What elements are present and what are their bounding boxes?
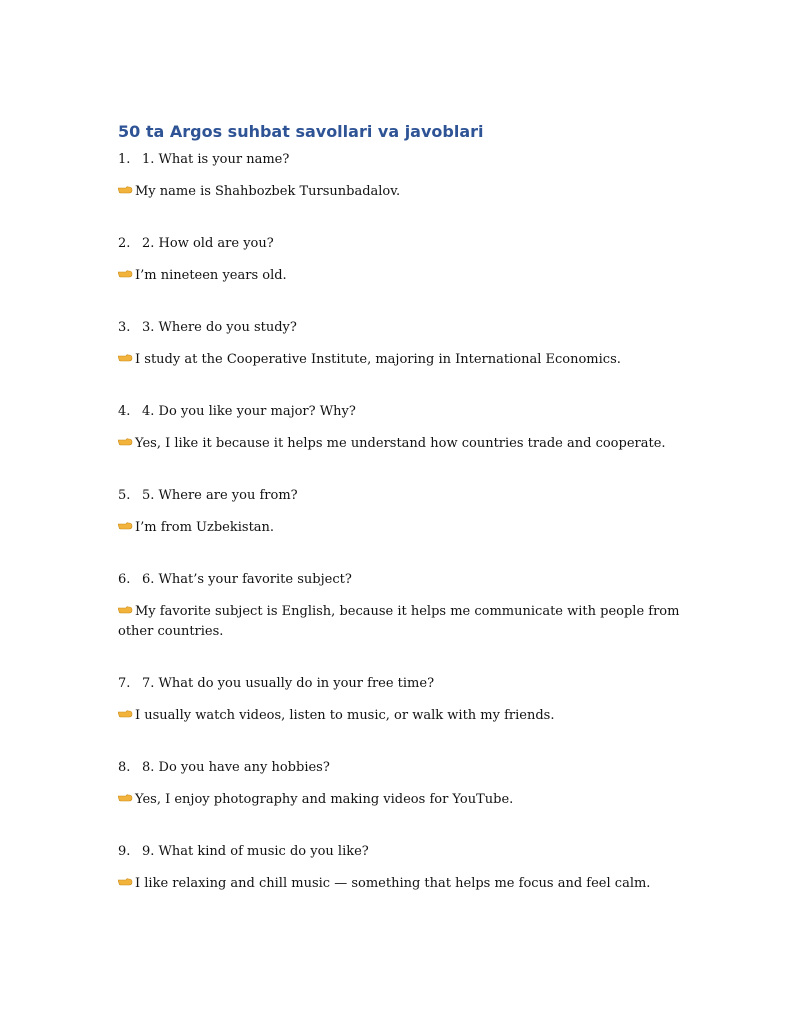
answer — [118, 434, 688, 454]
question — [118, 234, 688, 254]
question — [118, 486, 688, 506]
list-number: 2. — [118, 236, 131, 251]
list-item — [118, 758, 688, 810]
document-title: 50 ta Argos suhbat savollari va javoblari — [118, 122, 484, 141]
question — [118, 150, 688, 170]
list-item — [118, 570, 688, 642]
question-text: 2. How old are you? — [142, 236, 274, 251]
list-item — [118, 842, 688, 894]
list-number: 4. — [118, 404, 131, 419]
answer-text: My name is Shahbozbek Tursunbadalov. — [135, 184, 401, 199]
pointing-hand-icon — [118, 436, 133, 446]
question — [118, 402, 688, 422]
pointing-hand-icon — [118, 792, 133, 802]
pointing-hand-icon — [118, 708, 133, 718]
list-number: 8. — [118, 760, 131, 775]
question — [118, 758, 688, 778]
answer — [118, 874, 688, 894]
question-text: 4. Do you like your major? Why? — [142, 404, 356, 419]
question-text: 1. What is your name? — [142, 152, 290, 167]
question-text: 9. What kind of music do you like? — [142, 844, 369, 859]
list-item — [118, 674, 688, 726]
answer — [118, 266, 688, 286]
pointing-hand-icon — [118, 520, 133, 530]
list-item — [118, 318, 688, 370]
pointing-hand-icon — [118, 604, 133, 614]
list-item — [118, 486, 688, 538]
pointing-hand-icon — [118, 268, 133, 278]
answer-text: I’m from Uzbekistan. — [135, 520, 275, 535]
list-number: 7. — [118, 676, 131, 691]
answer-text: Yes, I like it because it helps me understand how countries trade and cooperate. — [135, 436, 666, 451]
question-text: 3. Where do you study? — [142, 320, 297, 335]
answer — [118, 602, 688, 642]
answer-text: I study at the Cooperative Institute, majoring in International Economics. — [135, 352, 621, 367]
list-number: 1. — [118, 152, 131, 167]
list-number: 5. — [118, 488, 131, 503]
question-text: 7. What do you usually do in your free time? — [142, 676, 435, 691]
answer — [118, 518, 688, 538]
question-text: 6. What’s your favorite subject? — [142, 572, 352, 587]
answer — [118, 350, 688, 370]
pointing-hand-icon — [118, 352, 133, 362]
list-item — [118, 234, 688, 286]
question-text: 5. Where are you from? — [142, 488, 298, 503]
list-number: 6. — [118, 572, 131, 587]
list-item — [118, 150, 688, 202]
answer-text: I like relaxing and chill music — something that helps me focus and feel calm. — [135, 876, 651, 891]
question — [118, 570, 688, 590]
pointing-hand-icon — [118, 184, 133, 194]
answer — [118, 182, 688, 202]
answer-text: Yes, I enjoy photography and making videos for YouTube. — [135, 792, 514, 807]
question — [118, 674, 688, 694]
answer — [118, 790, 688, 810]
list-number: 3. — [118, 320, 131, 335]
list-item — [118, 402, 688, 454]
question — [118, 842, 688, 862]
answer-text: I usually watch videos, listen to music, or walk with my friends. — [135, 708, 555, 723]
answer-text: My favorite subject is English, because it helps me communicate with people from other countries. — [118, 604, 680, 639]
question-text: 8. Do you have any hobbies? — [142, 760, 330, 775]
pointing-hand-icon — [118, 876, 133, 886]
answer — [118, 706, 688, 726]
list-number: 9. — [118, 844, 131, 859]
question — [118, 318, 688, 338]
answer-text: I’m nineteen years old. — [135, 268, 287, 283]
